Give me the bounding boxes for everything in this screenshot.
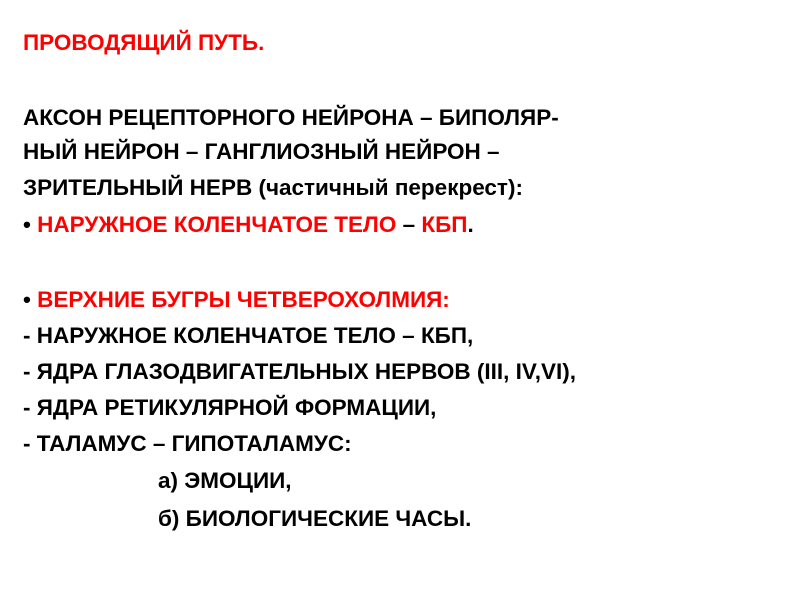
sublist-item-4: - ТАЛАМУС – ГИПОТАЛАМУС: <box>23 431 352 456</box>
bullet-tail-kbp: КБП <box>421 212 468 237</box>
subsub-item-biological-clock: б) БИОЛОГИЧЕСКИЕ ЧАСЫ. <box>158 506 472 531</box>
bullet-marker: • <box>23 287 31 312</box>
bullet-item-lateral-geniculate <box>23 209 474 241</box>
pathway-line-2: НЫЙ НЕЙРОН – ГАНГЛИОЗНЫЙ НЕЙРОН – <box>23 139 500 164</box>
subsub-item-emotions: а) ЭМОЦИИ, <box>158 468 292 493</box>
sublist-item-2: - ЯДРА ГЛАЗОДВИГАТЕЛЬНЫХ НЕРВОВ (III, IV,VI), <box>23 359 577 384</box>
pathway-line-3: ЗРИТЕЛЬНЫЙ НЕРВ (частичный перекрест): <box>23 175 523 200</box>
slide-title: ПРОВОДЯЩИЙ ПУТЬ. <box>23 30 265 55</box>
bullet-highlight-lateral-geniculate: НАРУЖНОЕ КОЛЕНЧАТОЕ ТЕЛО <box>37 212 397 237</box>
sublist-item-3: - ЯДРА РЕТИКУЛЯРНОЙ ФОРМАЦИИ, <box>23 395 437 420</box>
bullet-dash: – <box>396 212 422 237</box>
bullet-marker: • <box>23 212 31 237</box>
pathway-line-1: АКСОН РЕЦЕПТОРНОГО НЕЙРОНА – БИПОЛЯР- <box>23 105 559 130</box>
bullet-period: . <box>467 212 474 237</box>
sublist-item-1: - НАРУЖНОЕ КОЛЕНЧАТОЕ ТЕЛО – КБП, <box>23 323 474 348</box>
bullet-highlight-superior-colliculi: ВЕРХНИЕ БУГРЫ ЧЕТВЕРОХОЛМИЯ: <box>37 287 450 312</box>
bullet-item-superior-colliculi <box>23 284 450 316</box>
